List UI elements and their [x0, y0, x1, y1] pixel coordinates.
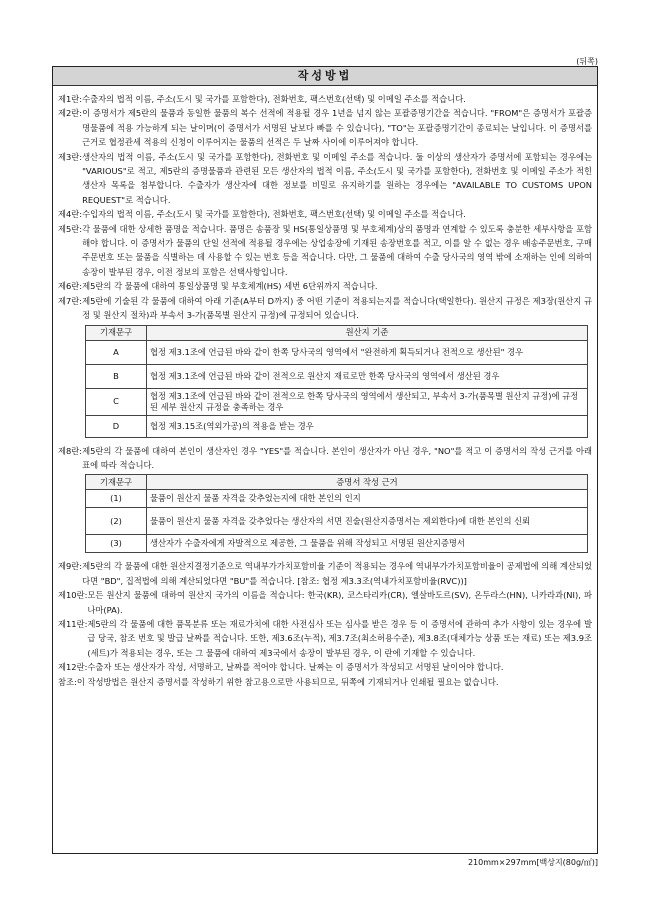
table-header-row: [86, 475, 588, 490]
basis-code: (1): [86, 490, 147, 508]
page-title: 작성방법: [53, 67, 597, 86]
paper-size-note: 210mm×297mm[백상지(80g/㎡)]: [467, 858, 598, 867]
item-text: 이 증명서가 제5란의 물품과 동일한 물품의 복수 선적에 적용될 경우 1년을 넘지 않는 포괄증명기간을 적습니다. "FROM"은 증명서가 포괄증명물품에 적용 가능하게 되는 날이며(이 증명서가 서명된 날보다 빠를 수 있습니다), "TO"는 포괄증명기간이 종료되는 날입니다. 이 증명서를 근거로 협정관세 적용의 신청이 이루어지는 물품의 선적은 두 날짜 사이에 이루어져야 합니다.: [82, 108, 592, 148]
table-row: [86, 508, 588, 535]
instruction-note: [58, 675, 592, 689]
item-text: 제5란의 각 물품에 대한 원산지결정기준으로 역내부가가치포함비율 기준이 적용되는 경우에 역내부가가치포함비율이 공제법에 의해 계산되었다면 "BD", 집적법에 의해 계산되었다면 "BU"를 적습니다. [참조: 협정 제3.3조(역내가치포함비율(RVC))]: [82, 561, 592, 586]
criteria-code: B: [86, 364, 147, 388]
table-row: [86, 364, 588, 388]
table-row: [86, 388, 588, 415]
item-text: 모든 원산지 물품에 대하여 원산지 국가의 이름을 적습니다: 한국(KR), 코스타리카(CR), 엘살바도르(SV), 온두라스(HN), 니카라과(NI), 파나마(PA).: [87, 590, 592, 615]
instruction-item-12: [58, 660, 592, 674]
basis-desc: 물품이 원산지 물품 자격을 갖추었는지에 대한 본인의 인지: [147, 490, 588, 508]
basis-desc: 물품이 원산지 물품 자격을 갖추었다는 생산자의 서면 진술(원산지증명서는 제외한다)에 대한 본인의 신뢰: [147, 508, 588, 535]
item-label: 제4란:: [58, 209, 83, 220]
criteria-code: A: [86, 340, 147, 364]
basis-desc: 생산자가 수출자에게 자발적으로 제공한, 그 물품을 위해 작성되고 서명된 원산지증명서: [147, 535, 588, 553]
criteria-desc: 협정 제3.1조에 언급된 바와 같이 전적으로 원산지 재료로만 한쪽 당사국의 영역에서 생산된 경우: [147, 364, 588, 388]
certification-basis-table: [85, 474, 588, 553]
table-header: 기재문구: [86, 475, 147, 490]
item-label: 참조:: [58, 676, 77, 687]
instructions-frame: [52, 66, 598, 854]
back-page-note: (뒤쪽): [576, 57, 598, 66]
criteria-code: D: [86, 415, 147, 437]
criteria-desc: 협정 제3.1조에 언급된 바와 같이 전적으로 한쪽 당사국의 영역에서 생산되고, 부속서 3-가(품목별 원산지 규정)에 규정된 세부 원산지 규정을 충족하는 경우: [147, 388, 588, 415]
table-header-row: [86, 325, 588, 340]
instruction-item-1: [58, 92, 592, 106]
item-label: 제2란:: [58, 108, 83, 119]
item-label: 제8란:: [58, 445, 83, 456]
instruction-item-5: [58, 222, 592, 280]
item-text: 생산자의 법적 이름, 주소(도시 및 국가를 포함한다), 전화번호 및 이메일 주소를 적습니다. 둘 이상의 생산자가 증명서에 포함되는 경우에는 "VARIOUS"로 적고, 제5란의 증명물품과 관련된 모든 생산자의 법적 이름, 주소(도시 및 국가를 포함한다), 전화번호 및 이메일 주소가 적힌 생산자 목록을 첨부합니다. 수출자가 생산자에 대한 정보를 비밀로 유지하기를 원하는 경우에는 "AVAILABLE TO CUSTOMS UPON REQUEST"로 적습니다.: [82, 151, 592, 205]
instruction-item-6: [58, 279, 592, 293]
basis-code: (2): [86, 508, 147, 535]
criteria-desc: 협정 제3.15조(역외가공)의 적용을 받는 경우: [147, 415, 588, 437]
table-row: [86, 535, 588, 553]
item-label: 제7란:: [58, 295, 83, 306]
item-text: 제5란의 각 물품에 대한 품목분류 또는 재료가치에 대한 사전심사 또는 심사를 받은 경우 등 이 증명서에 관하여 추가 사항이 있는 경우에 발급 당국, 참조 번호 및 발급 날짜를 적습니다. 또한, 제3.6조(누적), 제3.7조(최소허용수준), 제3.8조(대체가능 상품 또는 재료) 또는 제3.9조(세트)가 적용되는 경우, 또는 그 물품에 대하여 제3국에서 송장이 발부된 경우, 이 란에 기재할 수 있습니다.: [87, 618, 592, 658]
origin-criteria-table: [85, 325, 588, 438]
table-row: [86, 340, 588, 364]
item-label: 제9란:: [58, 561, 83, 572]
item-text: 수입자의 법적 이름, 주소(도시 및 국가를 포함한다), 전화번호, 팩스번호(선택) 및 이메일 주소를 적습니다.: [82, 209, 466, 220]
instruction-item-11: [58, 617, 592, 660]
table-header: 기재문구: [86, 325, 147, 340]
item-text: 이 작성방법은 원산지 증명서를 작성하기 위한 참고용으로만 사용되므로, 뒤쪽에 기재되거나 인쇄될 필요는 없습니다.: [76, 676, 499, 687]
item-label: 제6란:: [58, 281, 83, 292]
item-text: 수출자 또는 생산자가 작성, 서명하고, 날짜를 적어야 합니다. 날짜는 이 증명서가 작성되고 서명된 날이어야 합니다.: [87, 662, 504, 673]
instruction-item-10: [58, 588, 592, 617]
instruction-item-9: [58, 559, 592, 588]
item-text: 제5란의 각 물품에 대하여 본인이 생산자인 경우 "YES"를 적습니다. 본인이 생산자가 아닌 경우, "NO"를 적고 이 증명서의 작성 근거를 아래 표에 따라 적습니다.: [82, 445, 592, 470]
item-label: 제10란:: [58, 590, 88, 601]
item-label: 제1란:: [58, 94, 83, 104]
item-text: 제5란의 각 물품에 대하여 통일상품명 및 부호체계(HS) 세번 6단위까지 적습니다.: [82, 281, 378, 292]
item-text: 각 물품에 대한 상세한 품명을 적습니다. 품명은 송품장 및 HS(통일상품명 및 부호체계)상의 품명과 연계할 수 있도록 충분한 세부사항을 포함해야 합니다. 이 증명서가 물품의 단일 선적에 적용될 경우에는 상업송장에 기재된 송장번호를 적고, 이를 알 수 없는 경우 배송주문번호, 구매주문번호 또는 물품을 식별하는 데 사용할 수 있는 번호 등을 적습니다. 다만, 그 물품에 대하여 수출 당사국의 영역 밖에 소재하는 인에 의하여 송장이 발부된 경우, 이전 정보의 포함은 선택사항입니다.: [82, 223, 592, 277]
instruction-item-3: [58, 150, 592, 208]
table-header: 증명서 작성 근거: [147, 475, 588, 490]
criteria-code: C: [86, 388, 147, 415]
item-text: 제5란에 기술된 각 물품에 대하여 아래 기준(A부터 D까지) 중 어떤 기준이 적용되는지를 적습니다(택일한다). 원산지 규정은 제3장(원산지 규정 및 원산지 절차)과 부속서 3-가(품목별 원산지 규정)에 규정되어 있습니다.: [82, 295, 592, 321]
instruction-item-7: [58, 294, 592, 323]
basis-code: (3): [86, 535, 147, 553]
item-label: 제5란:: [58, 223, 83, 234]
item-label: 제3란:: [58, 151, 83, 162]
instruction-item-2: [58, 106, 592, 149]
item-label: 제12란:: [58, 662, 88, 673]
item-label: 제11란:: [58, 618, 88, 629]
item-text: 수출자의 법적 이름, 주소(도시 및 국가를 포함한다), 전화번호, 팩스번호(선택) 및 이메일 주소를 적습니다.: [82, 94, 466, 104]
instruction-item-8: [58, 444, 592, 473]
instruction-item-4: [58, 207, 592, 221]
criteria-desc: 협정 제3.1조에 언급된 바와 같이 한쪽 당사국의 영역에서 "완전하게 획득되거나 전적으로 생산된" 경우: [147, 340, 588, 364]
table-row: [86, 415, 588, 437]
instructions-body: [53, 86, 597, 689]
table-header: 원산지 기준: [147, 325, 588, 340]
table-row: [86, 490, 588, 508]
